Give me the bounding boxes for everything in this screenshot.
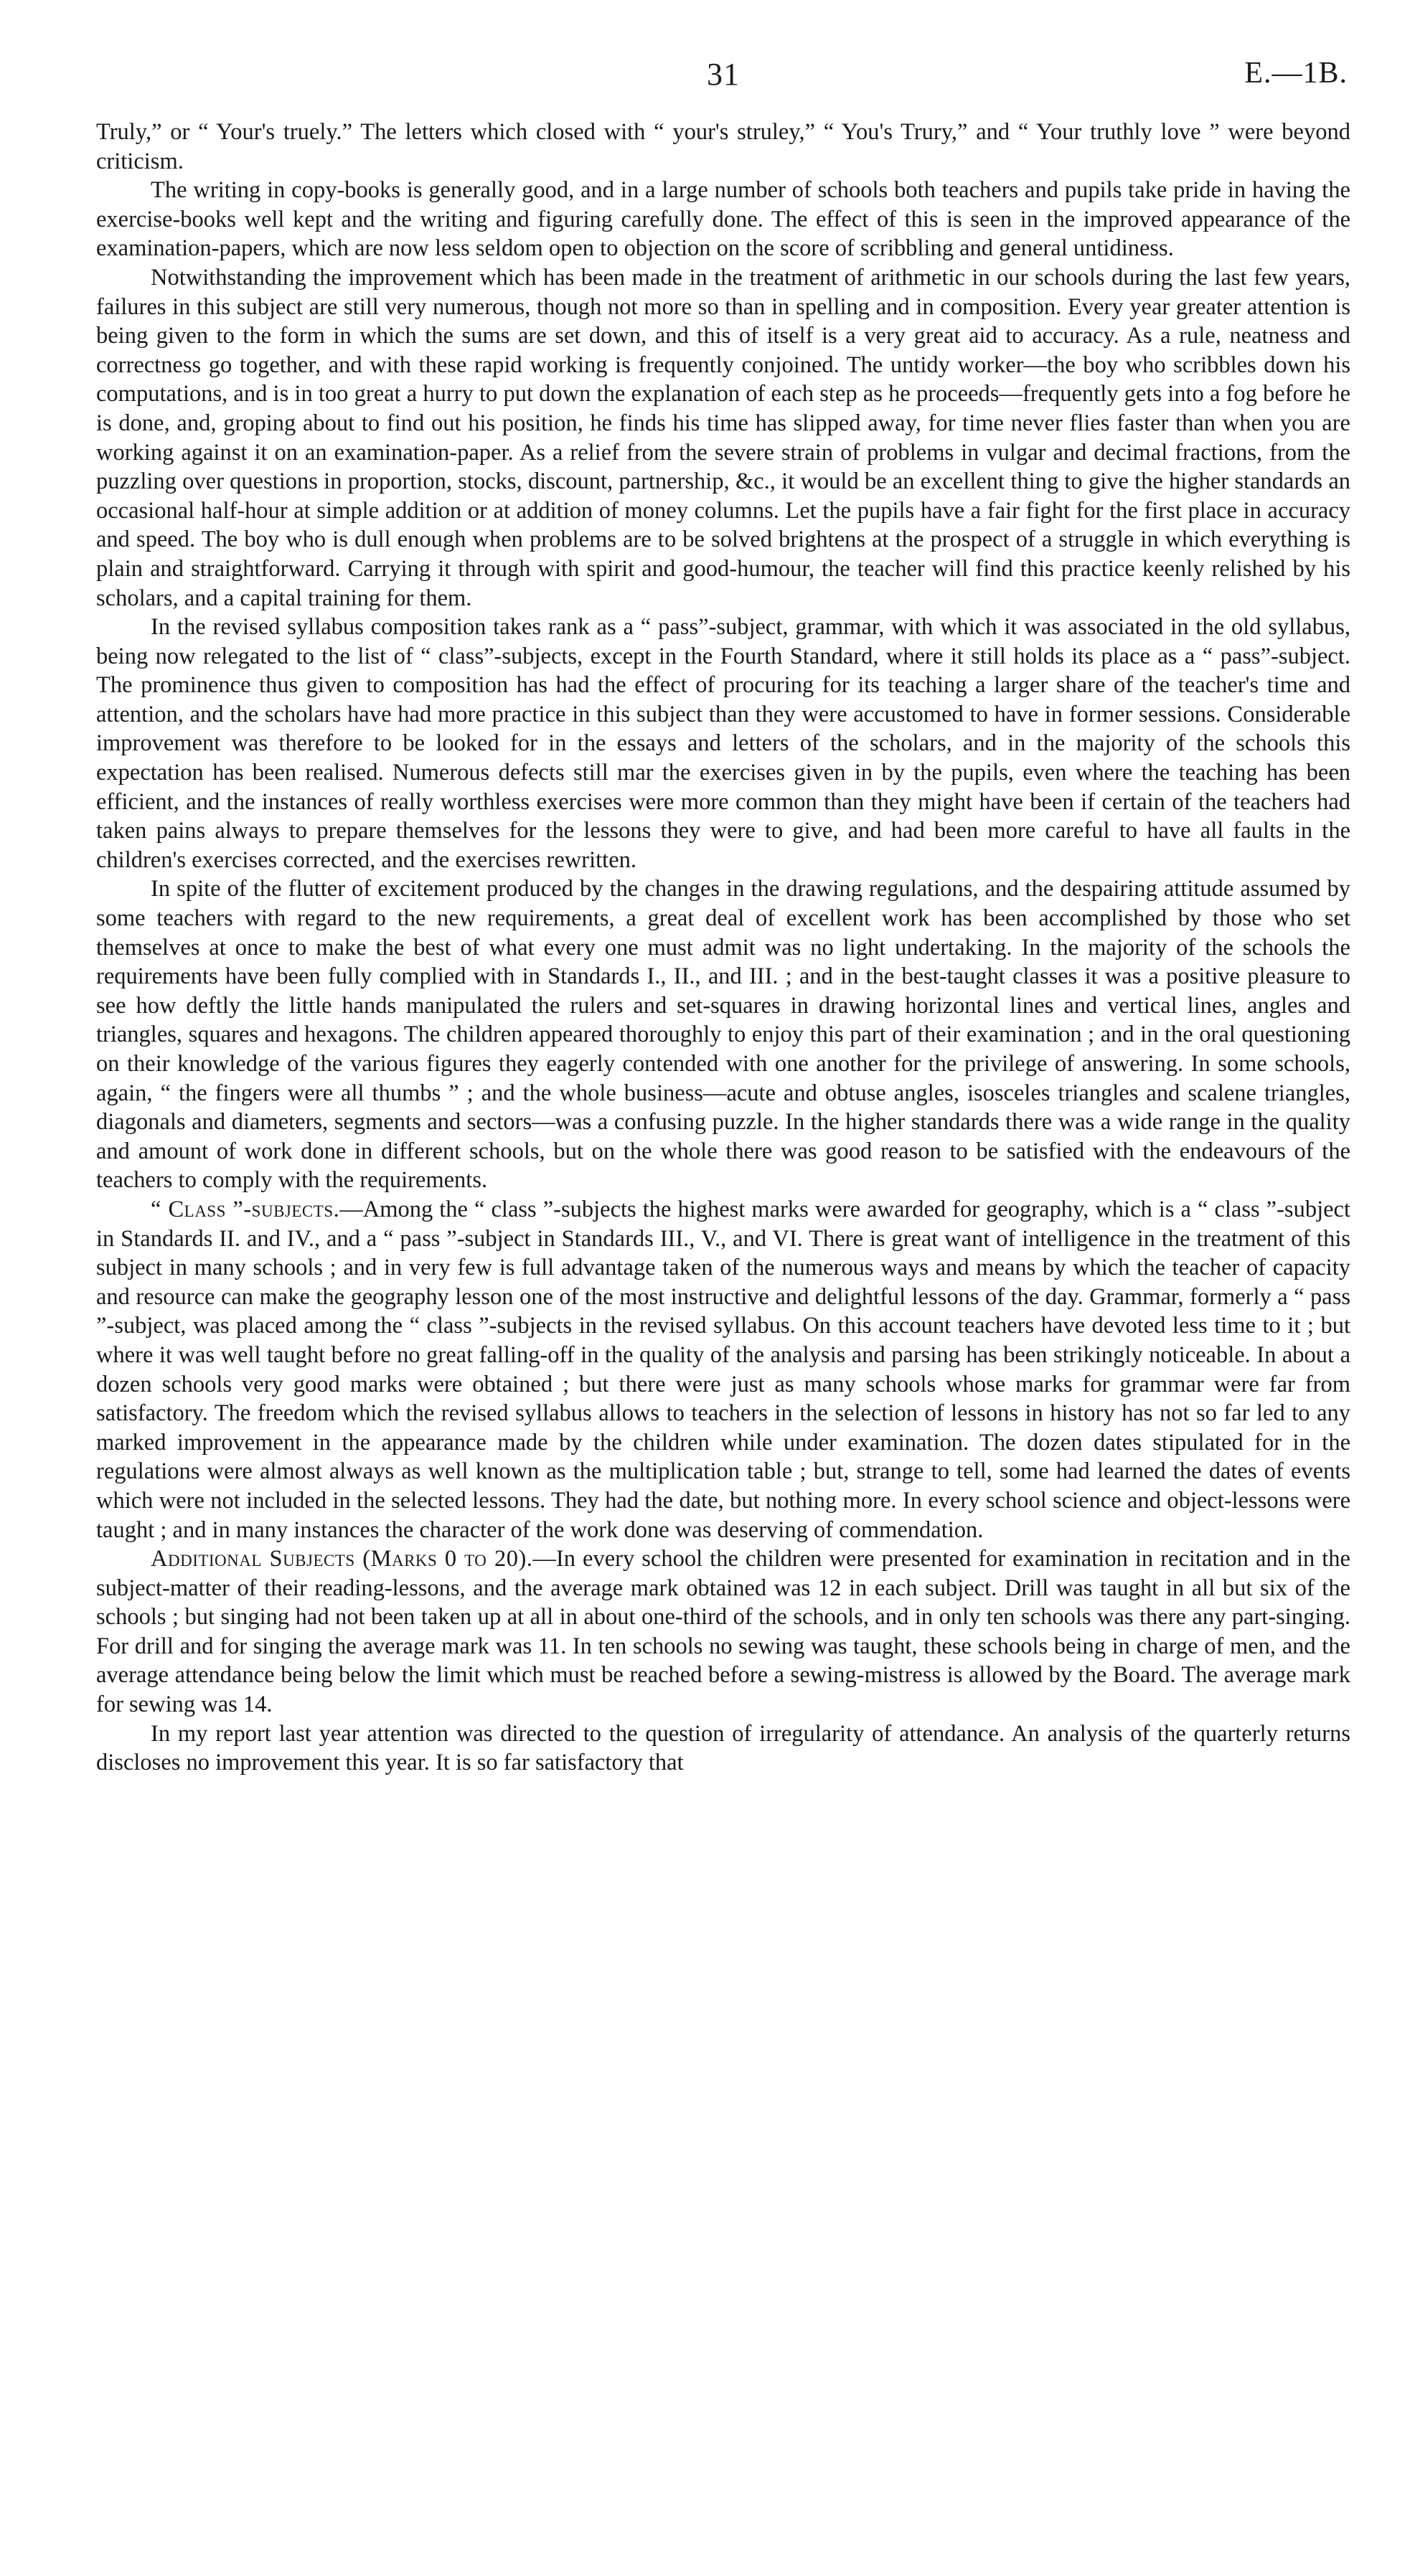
section-heading: Additional Subjects (Marks 0 to 20). — [151, 1546, 533, 1572]
section-heading: “ Class ”-subjects. — [151, 1196, 340, 1222]
paragraph-copy-books — [96, 176, 1350, 263]
paragraph-arithmetic — [96, 263, 1350, 613]
document-page — [96, 56, 1350, 1778]
body-text — [96, 118, 1350, 1778]
paragraph-text: The writing in copy-books is generally good, and in a large number of schools both teachers and pupils take pride in having the exercise-books well kept and the writing and figuring carefully done. The effect of this is seen in the improved appearance of the examination-papers, which are now less seldom open to objection on the score of scribbling and general untidiness. — [96, 177, 1350, 262]
paragraph-additional-subjects — [96, 1544, 1350, 1719]
paragraph-text: In spite of the flutter of excitement produced by the changes in the drawing regulations, and the despairing attitude assumed by some teachers with regard to the new requirements, a great deal of excellent work has been accomplished by those who set themselves at once to make the best of what every one must admit was no light undertaking. In the majority of the schools the requirements have been fully complied with in Standards I., II., and III. ; and in the best-taught classes it was a positive pleasure to see how deftly the little hands manipulated the rulers and set-squares in drawing horizontal lines and vertical lines, angles and triangles, squares and hexagons. The children appeared thoroughly to enjoy this part of their examination ; and in the oral questioning on their knowledge of the various figures they eagerly contended with one another for the privilege of answering. In some schools, again, “ the fingers were all thumbs ” ; and the whole business—acute and obtuse angles, isosceles triangles and scalene triangles, diagonals and diameters, segments and sectors—was a confusing puzzle. In the higher standards there was a wide range in the quality and amount of work done in different schools, but on the whole there was good reason to be satisfied with the endeavours of the teachers to comply with the requirements. — [96, 876, 1350, 1194]
document-reference: E.—1B. — [1244, 57, 1348, 90]
page-number: 31 — [707, 57, 740, 92]
paragraph-text: In the revised syllabus composition takes rank as a “ pass”-subject, grammar, with which it was associated in the old syllabus, being now relegated to the list of “ class”-subjects, except in the Fourth Standard, where it still holds its place as a “ pass”-subject. The prominence thus given to composition has had the effect of procuring for its teaching a larger share of the teacher's time and attention, and the scholars have had more practice in this subject than they were accustomed to have in former sessions. Considerable improvement was therefore to be looked for in the essays and letters of the scholars, and in the majority of the schools this expectation has been realised. Numerous defects still mar the exercises given in by the pupils, even where the teaching has been efficient, and the instances of really worthless exercises were more common than they might have been if certain of the teachers had taken pains always to prepare themselves for the lessons they were to give, and had been more careful to have all faults in the children's exercises corrected, and the exercises rewritten. — [96, 614, 1350, 873]
paragraph-composition — [96, 613, 1350, 874]
paragraph-text: Truly,” or “ Your's truely.” The letters which closed with “ your's struley,” “ You's Trury,” and “ Your truthly love ” were beyond criticism. — [96, 119, 1350, 174]
paragraph-drawing — [96, 874, 1350, 1195]
paragraph-text: In my report last year attention was directed to the question of irregularity of attendance. An analysis of the quarterly returns discloses no improvement this year. It is so far satisfactory that — [96, 1720, 1350, 1776]
paragraph-class-subjects — [96, 1195, 1350, 1544]
paragraph-attendance — [96, 1719, 1350, 1778]
paragraph-text: Notwithstanding the improvement which has been made in the treatment of arithmetic in our schools during the last few years, failures in this subject are still very numerous, though not more so than in spelling and in composition. Every year greater attention is being given to the form in which the sums are set down, and this of itself is a very great aid to accuracy. As a rule, neatness and correctness go together, and with these rapid working is frequently conjoined. The untidy worker—the boy who scribbles down his computations, and is in too great a hurry to put down the explanation of each step as he proceeds—frequently gets into a fog before he is done, and, groping about to find out his position, he finds his time has slipped away, for time never flies faster than when you are working against it on an examination-paper. As a relief from the severe strain of problems in vulgar and decimal fractions, from the puzzling over questions in proportion, stocks, discount, partnership, &c., it would be an excellent thing to give the higher standards an occasional half-hour at simple addition or at addition of money columns. Let the pupils have a fair fight for the first place in accuracy and speed. The boy who is dull enough when problems are to be solved brightens at the prospect of a struggle in which everything is plain and straightforward. Carrying it through with spirit and good-humour, the teacher will find this practice keenly relished by his scholars, and a capital training for them. — [96, 264, 1350, 611]
paragraph-text: —In every school the children were presented for examination in recitation and in the subject-matter of their reading-lessons, and the average mark obtained was 12 in each subject. Drill was taught in all but six of the schools ; but singing had not been taken up at all in about one-third of the schools, and in only ten schools was there any part-singing. For drill and for singing the average mark was 11. In ten schools no sewing was taught, these schools being in charge of men, and the average attendance being below the limit which must be reached before a sewing-mistress is allowed by the Board. The average mark for sewing was 14. — [96, 1546, 1350, 1718]
page-header — [96, 56, 1350, 106]
paragraph-text: —Among the “ class ”-subjects the highest marks were awarded for geography, which is a “ class ”-subject in Standards II. and IV., and a “ pass ”-subject in Standards III., V., and VI. There is great want of intelligence in the treatment of this subject in many schools ; and in very few is full advantage taken of the numerous ways and means by which the teacher of capacity and resource can make the geography lesson one of the most instructive and delightful lessons of the day. Grammar, formerly a “ pass ”-subject, was placed among the “ class ”-subjects in the revised syllabus. On this account teachers have devoted less time to it ; but where it was well taught before no great falling-off in the quality of the analysis and parsing has been strikingly noticeable. In about a dozen schools very good marks were obtained ; but there were just as many schools whose marks for grammar were far from satisfactory. The freedom which the revised syllabus allows to teachers in the selection of lessons in history has not so far led to any marked improvement in the appearance made by the children while under examination. The dozen dates stipulated for in the regulations were almost always as well known as the multiplication table ; but, strange to tell, some had learned the dates of events which were not included in the selected lessons. They had the date, but nothing more. In every school science and object-lessons were taught ; and in many instances the character of the work done was deserving of commendation. — [96, 1196, 1350, 1543]
paragraph-continuation — [96, 118, 1350, 176]
